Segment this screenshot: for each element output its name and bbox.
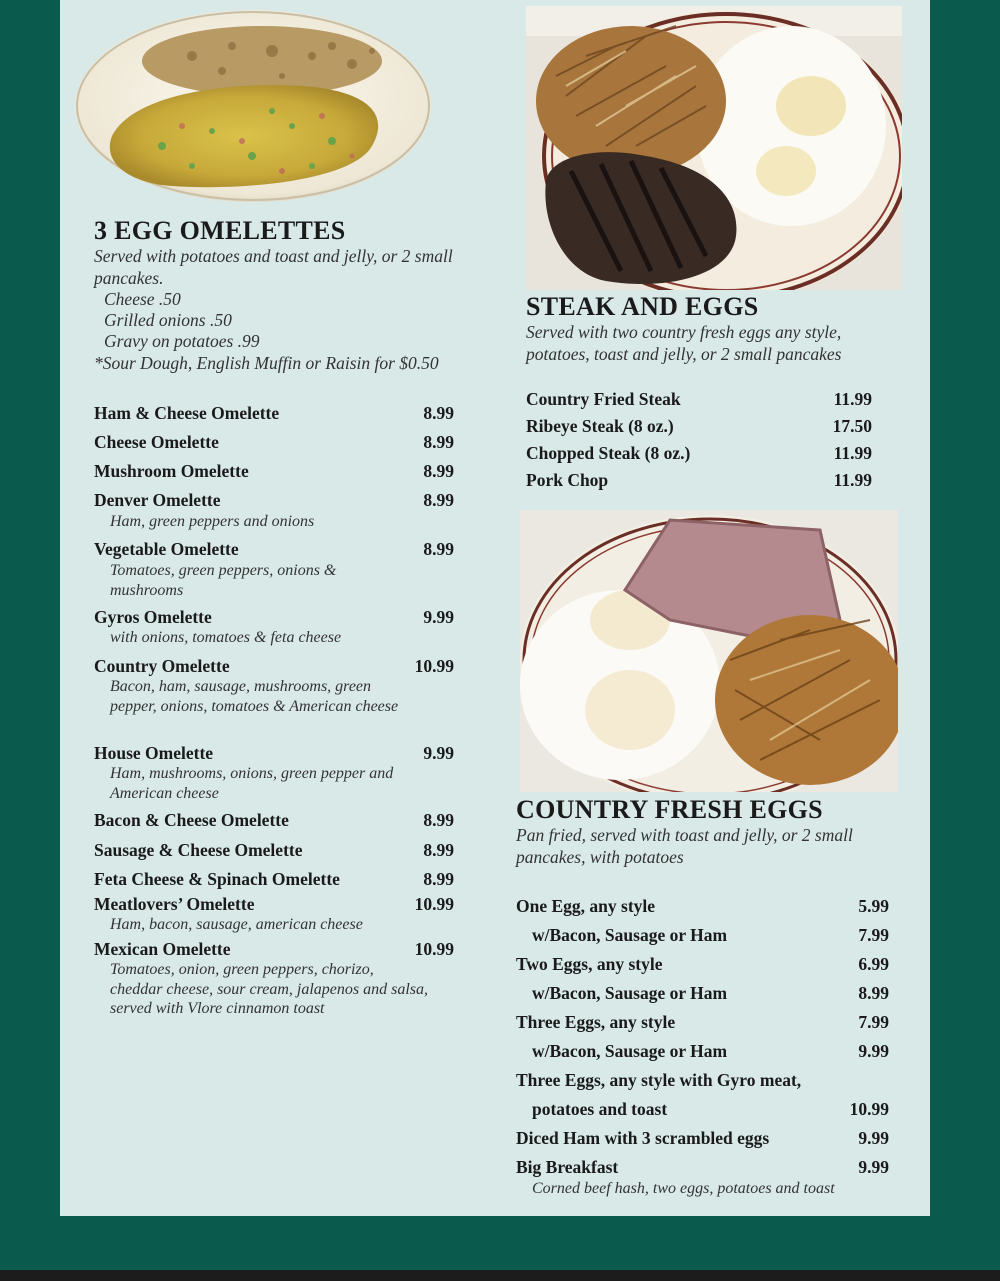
omelettes-intro: Served with potatoes and toast and jelly, or 2 small pancakes. [94, 246, 453, 288]
list-item [526, 470, 872, 491]
item-name: w/Bacon, Sausage or Ham [532, 1041, 728, 1061]
item-name: Denver Omelette [94, 490, 221, 510]
item-price: 8.99 [423, 810, 454, 830]
item-name: Gyros Omelette [94, 607, 212, 627]
extra-grilled-onions: Grilled onions .50 [104, 310, 232, 330]
list-item [94, 894, 454, 915]
item-price: 9.99 [858, 1157, 889, 1177]
list-item [516, 954, 889, 975]
item-price: 11.99 [833, 443, 872, 463]
list-item [516, 896, 889, 917]
item-price: 11.99 [833, 470, 872, 490]
item-name: Two Eggs, any style [516, 954, 663, 974]
item-price: 7.99 [858, 1012, 889, 1032]
eggs-title: COUNTRY FRESH EGGS [516, 795, 823, 824]
omelette-photo [72, 6, 434, 206]
list-item [94, 743, 454, 764]
item-price: 9.99 [858, 1128, 889, 1148]
list-item [94, 607, 454, 628]
item-name: Big Breakfast [516, 1157, 619, 1177]
item-name: Country Fried Steak [526, 389, 681, 409]
item-name: Vegetable Omelette [94, 539, 239, 559]
item-price: 10.99 [414, 656, 454, 676]
list-item [94, 810, 454, 831]
item-price: 8.99 [423, 403, 454, 423]
list-item [516, 1157, 889, 1178]
item-name: Chopped Steak (8 oz.) [526, 443, 691, 463]
item-price: 8.99 [423, 869, 454, 889]
list-item [94, 539, 454, 560]
item-description: Corned beef hash, two eggs, potatoes and toast [532, 1180, 835, 1197]
item-description: Tomatoes, green peppers, onions & mushrooms [110, 562, 337, 599]
item-price: 8.99 [423, 539, 454, 559]
extra-cheese: Cheese .50 [104, 289, 181, 309]
item-price: 11.99 [833, 389, 872, 409]
item-description: Bacon, ham, sausage, mushrooms, green pepper, onions, tomatoes & American cheese [110, 678, 399, 715]
item-name: w/Bacon, Sausage or Ham [532, 983, 728, 1003]
item-price: 10.99 [414, 894, 454, 914]
item-name: One Egg, any style [516, 896, 656, 916]
list-item [94, 939, 454, 960]
item-name: w/Bacon, Sausage or Ham [532, 925, 728, 945]
steak-and-eggs-photo [526, 6, 902, 290]
item-name: Mexican Omelette [94, 939, 231, 959]
item-name: Feta Cheese & Spinach Omelette [94, 869, 340, 889]
item-name: potatoes and toast [532, 1099, 668, 1119]
list-item [526, 416, 872, 437]
item-name: Diced Ham with 3 scrambled eggs [516, 1128, 770, 1148]
list-item [532, 925, 889, 946]
item-name: Meatlovers’ Omelette [94, 894, 255, 914]
item-price: 6.99 [858, 954, 889, 974]
list-item [94, 403, 454, 424]
bottom-bar [0, 1270, 1000, 1281]
country-fresh-eggs-photo [520, 510, 898, 792]
item-name: Mushroom Omelette [94, 461, 249, 481]
item-price: 10.99 [849, 1099, 889, 1119]
list-item [94, 490, 454, 511]
item-name: Bacon & Cheese Omelette [94, 810, 289, 830]
extra-gravy: Gravy on potatoes .99 [104, 331, 260, 351]
steak-title: STEAK AND EGGS [526, 292, 759, 321]
item-description: Tomatoes, onion, green peppers, chorizo, cheddar cheese, sour cream, jalapenos and salsa, served with Vlore cinnamon toast [110, 961, 429, 1017]
item-price: 9.99 [858, 1041, 889, 1061]
list-item [532, 1041, 889, 1062]
steak-intro: Served with two country fresh eggs any style, potatoes, toast and jelly, or 2 small pancakes [526, 322, 842, 364]
list-item [532, 983, 889, 1004]
item-description: with onions, tomatoes & feta cheese [110, 629, 342, 646]
list-item [526, 389, 872, 410]
item-description: Ham, bacon, sausage, american cheese [110, 916, 363, 933]
item-price: 8.99 [858, 983, 889, 1003]
item-name: Cheese Omelette [94, 432, 219, 452]
item-price: 7.99 [858, 925, 889, 945]
omelettes-title: 3 EGG OMELETTES [94, 216, 346, 245]
list-item [94, 432, 454, 453]
list-item [526, 443, 872, 464]
item-name: Ribeye Steak (8 oz.) [526, 416, 674, 436]
item-price: 8.99 [423, 461, 454, 481]
list-item [516, 1012, 889, 1033]
item-price: 5.99 [858, 896, 889, 916]
item-price: 8.99 [423, 490, 454, 510]
item-name: Three Eggs, any style with Gyro meat, [516, 1070, 802, 1090]
item-description: Ham, green peppers and onions [110, 513, 315, 530]
item-price: 9.99 [423, 607, 454, 627]
item-name: House Omelette [94, 743, 214, 763]
list-item [516, 1128, 889, 1149]
item-name: Pork Chop [526, 470, 609, 490]
list-item [532, 1099, 889, 1120]
bread-note: *Sour Dough, English Muffin or Raisin for $0.50 [94, 353, 439, 373]
list-item [516, 1070, 889, 1091]
item-description: Ham, mushrooms, onions, green pepper and American cheese [110, 765, 394, 802]
item-name: Ham & Cheese Omelette [94, 403, 280, 423]
item-price: 17.50 [832, 416, 872, 436]
item-price: 10.99 [414, 939, 454, 959]
list-item [94, 840, 454, 861]
list-item [94, 461, 454, 482]
item-price: 8.99 [423, 840, 454, 860]
item-price: 8.99 [423, 432, 454, 452]
item-price: 9.99 [423, 743, 454, 763]
list-item [94, 869, 454, 890]
list-item [94, 656, 454, 677]
eggs-intro: Pan fried, served with toast and jelly, or 2 small pancakes, with potatoes [516, 825, 853, 867]
item-name: Country Omelette [94, 656, 230, 676]
item-name: Sausage & Cheese Omelette [94, 840, 303, 860]
item-name: Three Eggs, any style [516, 1012, 676, 1032]
